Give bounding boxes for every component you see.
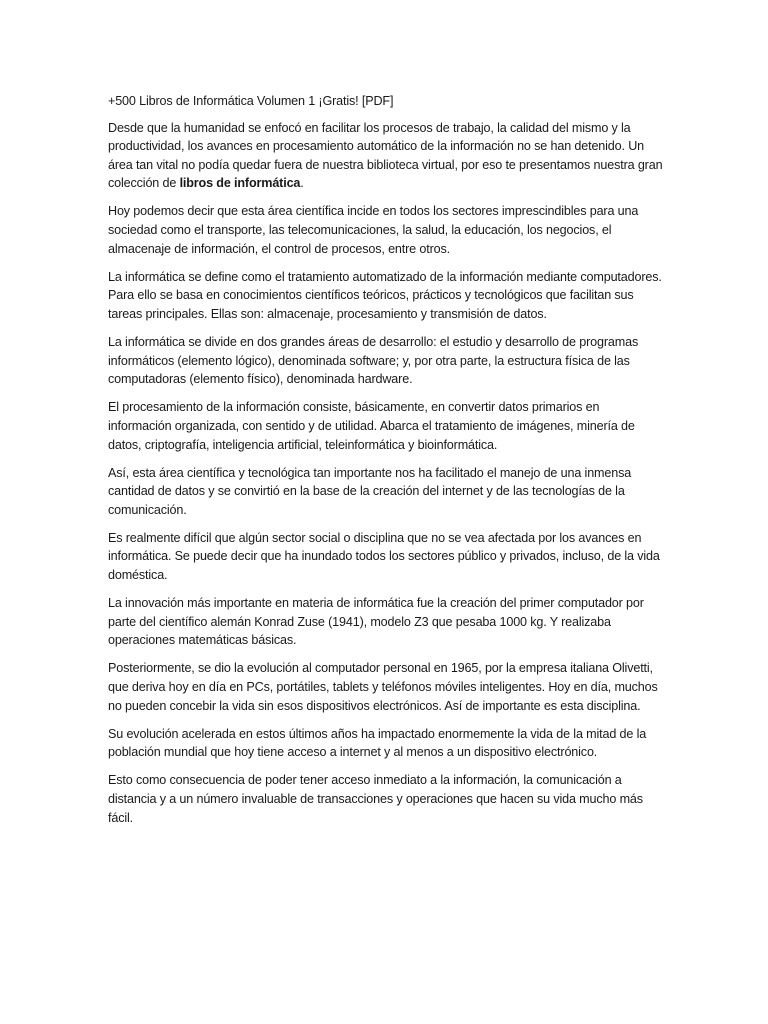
paragraph-7: Es realmente difícil que algún sector social o disciplina que no se vea afectada por los avances en informática. Se puede decir que ha inundado todos los sectores público y privados, incluso, de la vida doméstica. [108, 530, 660, 583]
paragraph-10: Su evolución acelerada en estos últimos años ha impactado enormemente la vida de la mitad de la población mundial que hoy tiene acceso a internet y al menos a un dispositivo electrónico. [108, 726, 647, 760]
paragraph-1-end: . [300, 176, 304, 191]
paragraph-11: Esto como consecuencia de poder tener acceso inmediato a la información, la comunicación a distancia y a un número invaluable de transacciones y operaciones que hacen su vida mucho más fácil. [108, 773, 643, 825]
paragraph-6: Así, esta área científica y tecnológica tan importante nos ha facilitado el manejo de una inmensa cantidad de datos y se convirtió en la base de la creación del internet y de las tecnologías de la comunicación. [108, 465, 632, 517]
paragraph-1-text: Desde que la humanidad se enfocó en facilitar los procesos de trabajo, la calidad del mismo y la productividad, los avances en procesamiento automático de la información no se han detenido. Un área tan vital no podía quedar fuera de nuestra biblioteca virtual, por eso te presentamos nuestra gran colección de [108, 120, 663, 191]
document-title: +500 Libros de Informática Volumen 1 ¡Gratis! [PDF] [108, 94, 394, 108]
paragraph-9: Posteriormente, se dio la evolución al computador personal en 1965, por la empresa italiana Olivetti, que deriva hoy en día en PCs, portátiles, tablets y teléfonos móviles inteligentes. Hoy en día, muchos no pueden concebir la vida sin esos dispositivos electrónicos. Así de importante es esta disciplina. [108, 661, 658, 713]
paragraph-3: La informática se define como el tratamiento automatizado de la información mediante computadores. Para ello se basa en conocimientos científicos teóricos, prácticos y tecnológicos que facilitan sus tareas principales. Ellas son: almacenaje, procesamiento y transmisión de datos. [108, 269, 662, 321]
paragraph-8: La innovación más importante en materia de informática fue la creación del primer computador por parte del científico alemán Konrad Zuse (1941), modelo Z3 que pesaba 1000 kg. Y realizaba operaciones matemáticas básicas. [108, 596, 644, 648]
paragraph-1-bold-link: libros de informática [179, 176, 301, 191]
paragraph-1 [108, 119, 664, 193]
paragraph-5: El procesamiento de la información consiste, básicamente, en convertir datos primarios en información organizada, con sentido y de utilidad. Abarca el tratamiento de imágenes, minería de datos, criptografía, inteligencia artificial, teleinformática y bioinformática. [108, 400, 635, 452]
paragraph-2: Hoy podemos decir que esta área científica incide en todos los sectores imprescindibles para una sociedad como el transporte, las telecomunicaciones, la salud, la educación, los negocios, el almacenaje de información, el control de procesos, entre otros. [108, 204, 639, 256]
paragraph-4: La informática se divide en dos grandes áreas de desarrollo: el estudio y desarrollo de programas informáticos (elemento lógico), denominada software; y, por otra parte, la estructura física de las computadoras (elemento físico), denominada hardware. [108, 335, 639, 387]
document-body [108, 92, 664, 837]
